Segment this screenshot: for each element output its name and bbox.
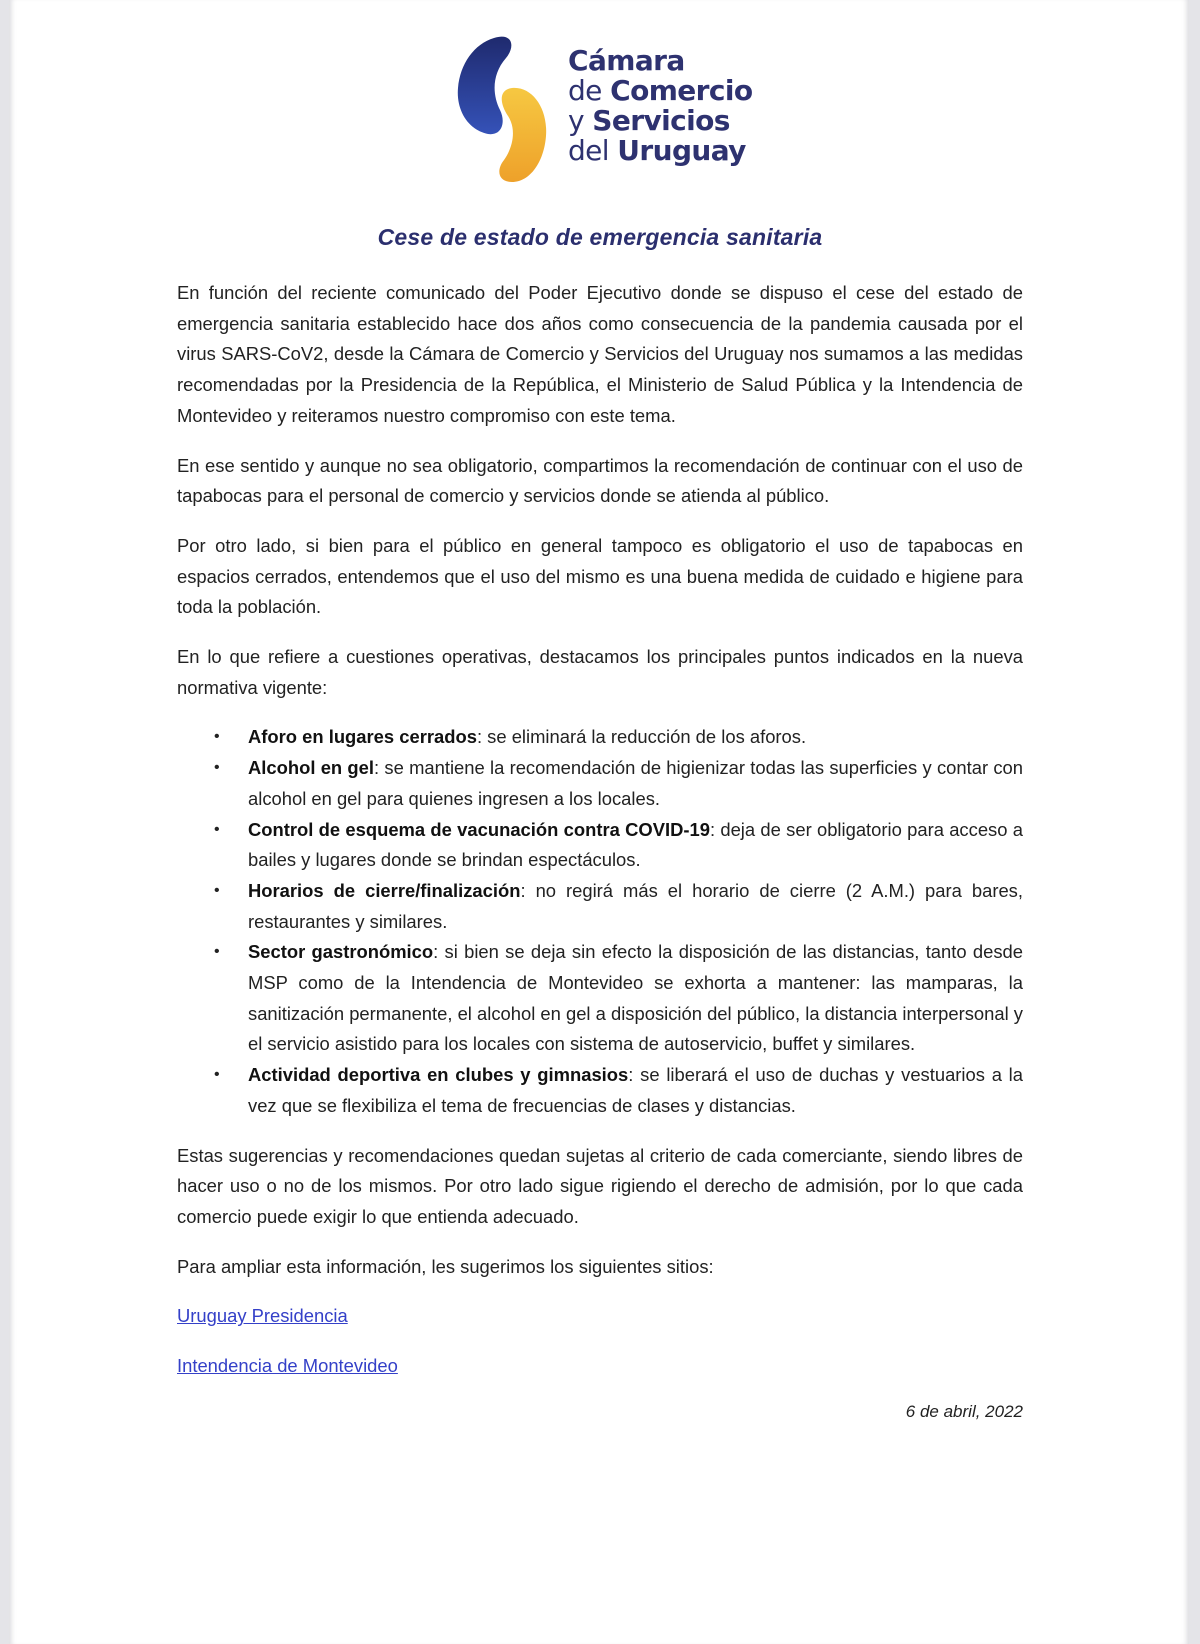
document-date: 6 de abril, 2022 xyxy=(905,1401,1023,1421)
logo-line-3-prefix: y xyxy=(568,104,584,137)
logo-wordmark xyxy=(568,46,753,166)
logo-line-1: Cámara xyxy=(568,44,685,77)
list-item xyxy=(214,876,1023,937)
bullet-icon: • xyxy=(214,820,220,838)
list-item-text: : se eliminará la reducción de los aforos. xyxy=(476,726,807,748)
logo-line-2-prefix: de xyxy=(568,74,602,107)
paragraph: En función del reciente comunicado del Poder Ejecutivo donde se dispuso el cese del estado de emergencia sanitaria establecido hace dos años como consecuencia de la pandemia causada por el virus SARS-CoV2, desde la Cámara de Comercio y Servicios del Uruguay nos sumamos a las medidas recomendadas por la Presidencia de la República, el Ministerio de Salud Pública y la Intendencia de Montevideo y reiteramos nuestro compromiso con este tema. xyxy=(177,282,1023,426)
list-item xyxy=(214,753,1023,814)
chamber-of-commerce-logo-icon xyxy=(454,32,564,188)
measures-list xyxy=(177,722,1023,1121)
list-item-term: Aforo en lugares cerrados xyxy=(248,726,477,748)
document-body xyxy=(177,278,1023,1428)
links-intro: Para ampliar esta información, les sugerimos los siguientes sitios: xyxy=(177,1255,714,1277)
organization-logo xyxy=(454,32,754,188)
list-item xyxy=(214,937,1023,1060)
logo-line-4-prefix: del xyxy=(568,134,609,167)
bullet-icon: • xyxy=(214,728,220,746)
list-item-text: : no regirá más el horario de cierre (2 A.M.) para bares, restaurantes y similares. xyxy=(248,879,1023,932)
logo-line-4: Uruguay xyxy=(617,134,746,167)
list-item-term: Alcohol en gel xyxy=(248,757,374,779)
list-item-term: Horarios de cierre/finalización xyxy=(248,879,521,901)
paragraph: En ese sentido y aunque no sea obligatorio, compartimos la recomendación de continuar con el uso de tapabocas para el personal de comercio y servicios donde se atienda al público. xyxy=(177,454,1023,507)
bullet-icon: • xyxy=(214,759,220,777)
logo-line-3: Servicios xyxy=(592,104,730,137)
logo-yellow-shape xyxy=(499,88,546,182)
list-item-text: : deja de ser obligatorio para acceso a bailes y lugares donde se brindan espectáculos. xyxy=(248,818,1023,871)
list-item-term: Control de esquema de vacunación contra COVID-19 xyxy=(248,818,710,840)
link-uruguay-presidencia[interactable]: Uruguay Presidencia xyxy=(177,1305,348,1327)
list-item xyxy=(214,1060,1023,1121)
bullet-icon: • xyxy=(214,881,220,899)
bullet-icon: • xyxy=(214,1066,220,1084)
list-item-term: Sector gastronómico xyxy=(248,941,434,963)
list-item-text: : se liberará el uso de duchas y vestuarios a la vez que se flexibiliza el tema de frecuencias de clases y distancias. xyxy=(248,1064,1023,1116)
closing-paragraph: Estas sugerencias y recomendaciones quedan sujetas al criterio de cada comerciante, siendo libres de hacer uso o no de los mismos. Por otro lado sigue rigiendo el derecho de admisión, por lo que cada comercio puede exigir lo que entienda adecuado. xyxy=(177,1144,1023,1227)
bullet-icon: • xyxy=(214,943,220,961)
link-intendencia-montevideo[interactable]: Intendencia de Montevideo xyxy=(177,1355,398,1377)
list-item xyxy=(214,722,1023,753)
paragraph: En lo que refiere a cuestiones operativas, destacamos los principales puntos indicados en la nueva normativa vigente: xyxy=(177,646,1023,698)
list-item-text: : si bien se deja sin efecto la disposición de las distancias, tanto desde MSP como de la Intendencia de Montevideo se exhorta a mantener: las mamparas, la sanitización permanente, el alcohol en gel a disposición del público, la distancia interpersonal y el servicio asistido para los locales con sistema de autoservicio, buffet y similares. xyxy=(248,941,1023,1055)
list-item xyxy=(214,815,1023,876)
list-item-text: : se mantiene la recomendación de higienizar todas las superficies y contar con alcohol en gel para quienes ingresen a los locales. xyxy=(248,757,1023,809)
paragraph: Por otro lado, si bien para el público en general tampoco es obligatorio el uso de tapabocas en espacios cerrados, entendemos que el uso del mismo es una buena medida de cuidado e higiene para toda la población. xyxy=(177,534,1023,618)
document-title: Cese de estado de emergencia sanitaria xyxy=(377,224,823,250)
logo-blue-shape xyxy=(458,37,512,135)
list-item-term: Actividad deportiva en clubes y gimnasios xyxy=(248,1064,629,1086)
logo-line-2: Comercio xyxy=(610,74,753,107)
